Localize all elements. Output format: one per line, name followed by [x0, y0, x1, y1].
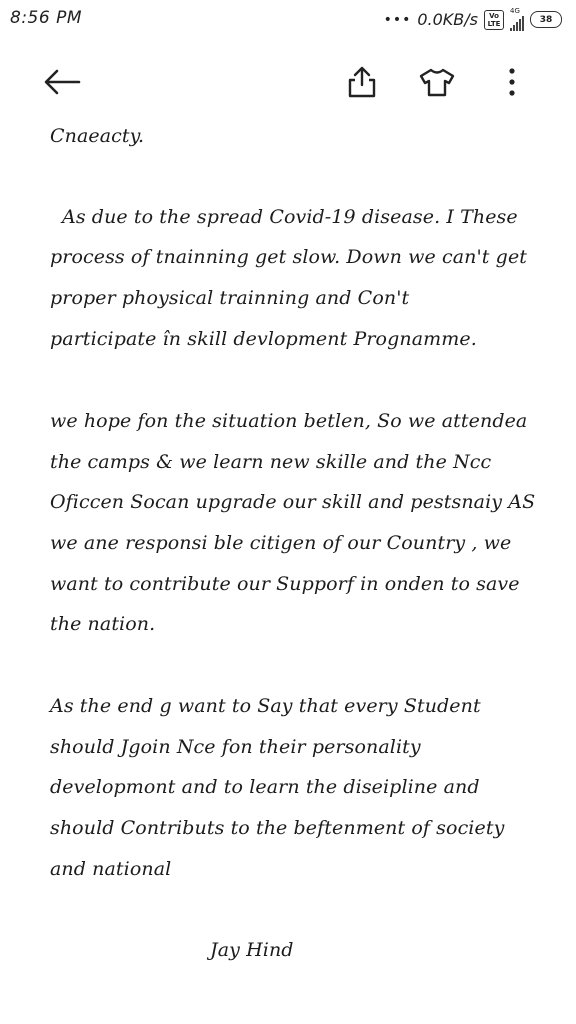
network-speed: 0.0KB/s: [417, 10, 478, 29]
document-line: the nation.: [50, 613, 156, 635]
document-line: participate în skill devlopment Prognamme.: [50, 328, 477, 350]
document-line: and national: [50, 858, 172, 880]
document-image: [0, 112, 576, 1024]
notification-dots-icon: •••: [383, 11, 412, 28]
signal-icon: [510, 15, 524, 31]
signal-group: [510, 8, 524, 31]
battery-level: 38: [539, 14, 553, 25]
shirt-icon[interactable]: [415, 60, 459, 104]
document-line: process of tnainning get slow. Down we can't get: [50, 246, 528, 268]
more-vertical-icon[interactable]: [490, 60, 534, 104]
volte-top-label: Vo: [489, 11, 499, 20]
document-line: we hope fon the situation betlen, So we attendea: [50, 410, 528, 432]
volte-bottom-label: LTE: [487, 19, 501, 28]
document-line: Cnaeacty.: [50, 125, 145, 147]
document-line: should Contributs to the beftenment of society: [50, 817, 505, 839]
document-line: As due to the spread Covid-19 disease. I These: [62, 206, 518, 228]
document-line: should Jgoin Nce fon their personality: [50, 736, 421, 758]
status-bar: [0, 0, 576, 40]
document-line: Oficcen Socan upgrade our skill and pestsnaiy AS: [50, 491, 536, 513]
document-line: proper phoysical trainning and Con't: [50, 287, 410, 309]
battery-icon: [530, 11, 562, 28]
document-line: the camps & we learn new skille and the Ncc: [50, 451, 492, 473]
status-time: 8:56 PM: [10, 8, 82, 28]
document-line: we ane responsi ble citigen of our Country , we: [50, 532, 512, 554]
status-indicators: [384, 8, 562, 31]
back-arrow-icon[interactable]: [40, 60, 84, 104]
document-line: want to contribute our Supporf in onden to save: [50, 573, 520, 595]
document-line: As the end g want to Say that every Student: [50, 695, 481, 717]
volte-icon: [484, 10, 504, 30]
document-signoff: Jay Hind: [210, 939, 294, 961]
network-type-label: 4G: [510, 7, 520, 15]
document-line: developmont and to learn the diseipline and: [50, 776, 480, 798]
share-icon[interactable]: [340, 60, 384, 104]
toolbar: [0, 52, 576, 112]
